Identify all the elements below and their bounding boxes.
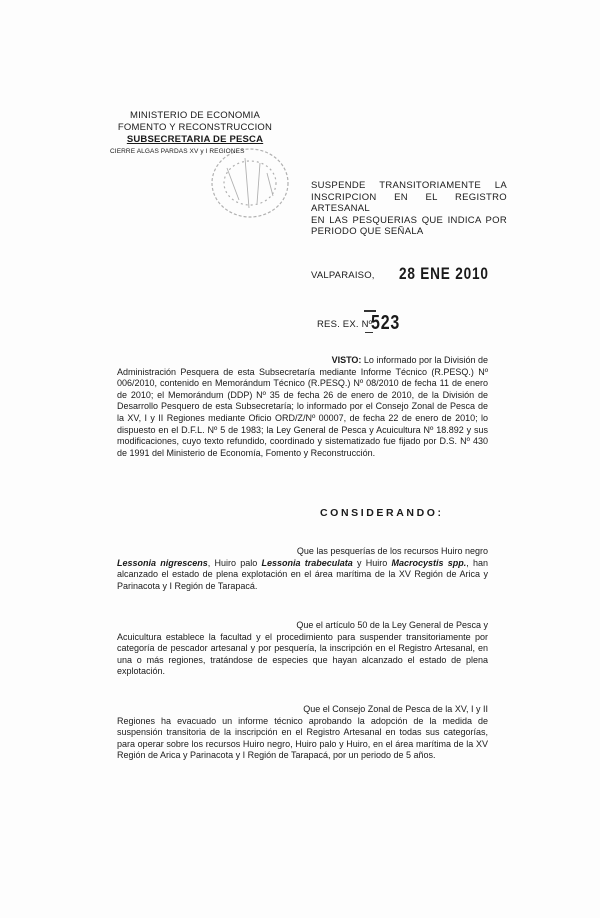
paragraph-line: 006/2010, contenido en Memorándum Técnico (R.PESQ.) Nº 08/2010 de fecha 11 de enero: [117, 378, 488, 389]
paragraph-first-line: Que las pesquerías de los recursos Huiro negro: [296, 546, 488, 556]
paragraph-line: explotación.: [117, 666, 166, 677]
paragraph-fragment: , Huiro palo: [207, 557, 262, 568]
paragraph-line: [117, 558, 488, 570]
resolution-label: [317, 319, 372, 330]
paragraph-first-line: Que el artículo 50 de la Ley General de Pesca y: [296, 620, 488, 630]
resolution-label-text: RES. EX. Nº: [317, 319, 373, 330]
species-name: Lessonia trabeculata: [261, 557, 353, 568]
considerando-heading: CONSIDERANDO:: [320, 507, 444, 519]
paragraph-line: dispuesto en el D.F.L. Nº 5 de 1983; la Ley General de Pesca y Acuicultura Nº 18.892 y sus: [117, 424, 488, 435]
visto-label: VISTO:: [331, 355, 362, 365]
paragraph-fragment: , han: [466, 557, 488, 568]
paragraph-line: Acuicultura establece la facultad y el procedimiento para suspender transitoriamente por: [117, 631, 488, 642]
considerando-paragraph-3: [117, 704, 488, 762]
resolution-subject: [311, 180, 507, 238]
considerando-paragraph-1: [117, 546, 488, 592]
visto-first-text: Lo informado por la División de: [361, 355, 488, 365]
paragraph-line: Desarrollo Pesquero de esta Subsecretaría; lo informado por el Consejo Zonal de Pesca de: [117, 401, 488, 412]
paragraph-line: Región de Arica y Parinacota y I Región de Tarapacá, por un periodo de 5 años.: [117, 750, 436, 761]
species-name: Macrocystis spp.: [391, 557, 467, 568]
subsecretaria-name: SUBSECRETARIA DE PESCA: [126, 134, 264, 145]
resolution-number: 523: [371, 312, 401, 334]
paragraph-line: suspensión transitoria de la inscripción en el Registro Artesanal en todas sus categorías,: [117, 727, 488, 738]
paragraph-first-line: Que el Consejo Zonal de Pesca de la XV, I y II: [303, 704, 488, 714]
paragraph-line: modificaciones, cuyo texto refundido, coordinado y sistematizado fue fijado por D.S. Nº 430: [117, 436, 488, 447]
paragraph-line: categoría de pescador artesanal y por pesquería, la inscripción en el Registro Artesanal, en: [117, 643, 488, 654]
paragraph-line: alcanzado el estado de plena explotación en el área marítima de la XV Región de Arica y: [117, 569, 488, 580]
official-stamp-icon: [205, 138, 295, 228]
subject-line: EN LAS PESQUERIAS QUE INDICA POR: [311, 214, 507, 226]
paragraph-line: la XV, I y II Regiones mediante Oficio ORD/Z/Nº 00007, de fecha 22 de enero de 2010; lo: [117, 412, 488, 423]
paragraph-line: Parinacota y I Región de Tarapacá.: [117, 580, 258, 591]
paragraph-line: de 2010; el Memorándum (DDP) Nº 35 de fecha 26 de enero de 2010, de la División de: [117, 389, 488, 400]
considerando-paragraph-2: [117, 620, 488, 678]
subject-line: SUSPENDE TRANSITORIAMENTE LA: [311, 180, 507, 191]
species-name: Lessonia nigrescens: [117, 557, 208, 568]
place-label: VALPARAISO,: [311, 270, 375, 281]
paragraph-line: de 1991 del Ministerio de Economía, Fomento y Reconstrucción.: [117, 447, 376, 458]
paragraph-line: Regiones ha evacuado un informe técnico aprobando la adopción de la medida de: [117, 715, 488, 726]
paragraph-fragment: y Huiro: [352, 557, 392, 568]
paragraph-line: para operar sobre los recursos Huiro negro, Huiro palo y Huiro, en el área marítima de la XV: [117, 738, 488, 749]
paragraph-line: una o más regiones, tratándose de especies que hayan alcanzado el estado de plena: [117, 654, 488, 665]
paragraph-line: Administración Pesquera de esta Subsecretaría mediante Informe Técnico (R.PESQ.) Nº: [117, 366, 488, 377]
stamped-date: 28 ENE 2010: [399, 264, 489, 283]
subject-line: INSCRIPCION EN EL REGISTRO ARTESANAL: [311, 191, 507, 214]
ministry-subtitle: FOMENTO Y RECONSTRUCCION: [117, 122, 273, 133]
subject-line: PERIODO QUE SEÑALA: [311, 226, 424, 237]
ministry-name: MINISTERIO DE ECONOMIA: [129, 110, 261, 121]
visto-first-line: [117, 355, 488, 367]
visto-paragraph: [117, 355, 488, 459]
document-tag: CIERRE ALGAS PARDAS XV y I REGIONES: [110, 148, 245, 155]
